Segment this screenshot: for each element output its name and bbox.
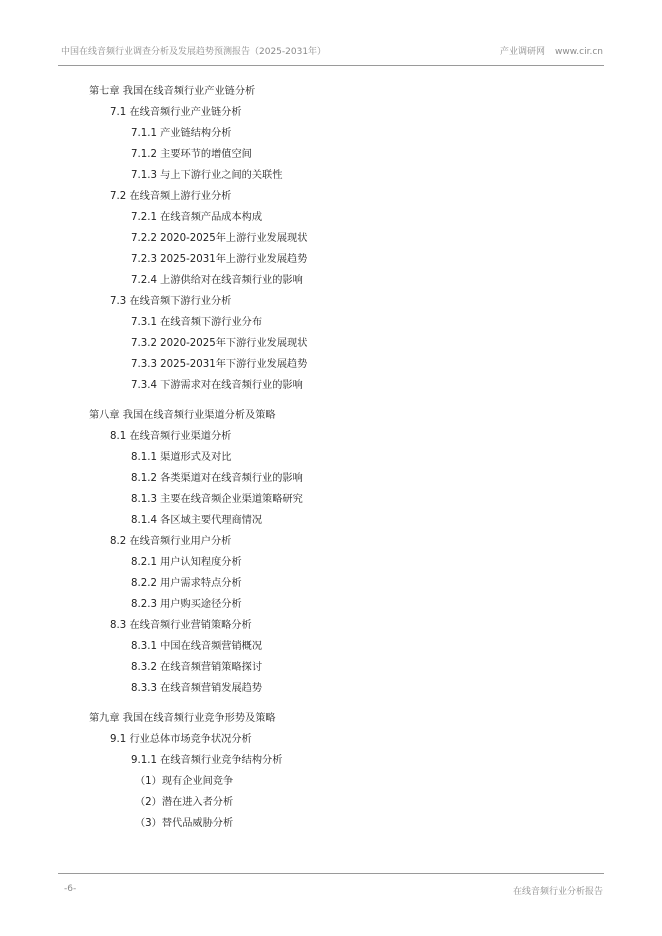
toc-section: 8.2 在线音频行业用户分析 bbox=[110, 536, 232, 547]
toc-subsection: 8.3.2 在线音频营销策略探讨 bbox=[131, 662, 263, 673]
toc-subsection: 7.1.1 产业链结构分析 bbox=[131, 128, 232, 139]
toc-subsection: 8.3.3 在线音频营销发展趋势 bbox=[131, 683, 263, 694]
toc-item: （3）替代品威胁分析 bbox=[135, 818, 234, 829]
footer-divider bbox=[58, 873, 604, 874]
toc-subsection: 7.1.2 主要环节的增值空间 bbox=[131, 149, 252, 160]
page-number: -6- bbox=[64, 884, 77, 894]
toc-item: （1）现有企业间竞争 bbox=[135, 776, 234, 787]
header-divider bbox=[58, 65, 604, 66]
toc-subsection: 8.2.1 用户认知程度分析 bbox=[131, 557, 242, 568]
toc-chapter: 第九章 我国在线音频行业竞争形势及策略 bbox=[89, 713, 276, 724]
site-url[interactable]: www.cir.cn bbox=[555, 47, 603, 57]
table-of-contents bbox=[0, 81, 662, 834]
site-name: 产业调研网 bbox=[500, 47, 546, 57]
toc-subsection: 7.1.3 与上下游行业之间的关联性 bbox=[131, 170, 283, 181]
toc-subsection: 7.3.1 在线音频下游行业分布 bbox=[131, 317, 263, 328]
toc-subsection: 7.3.2 2020-2025年下游行业发展现状 bbox=[131, 338, 308, 349]
toc-section: 9.1 行业总体市场竞争状况分析 bbox=[110, 734, 252, 745]
toc-subsection: 7.3.4 下游需求对在线音频行业的影响 bbox=[131, 380, 303, 391]
toc-chapter: 第七章 我国在线音频行业产业链分析 bbox=[89, 86, 256, 97]
toc-chapter: 第八章 我国在线音频行业渠道分析及策略 bbox=[89, 410, 276, 421]
header-title: 中国在线音频行业调查分析及发展趋势预测报告（2025-2031年） bbox=[61, 47, 327, 57]
toc-subsection: 8.1.3 主要在线音频企业渠道策略研究 bbox=[131, 494, 303, 505]
toc-subsection: 7.3.3 2025-2031年下游行业发展趋势 bbox=[131, 359, 308, 370]
toc-subsection: 9.1.1 在线音频行业竞争结构分析 bbox=[131, 755, 283, 766]
toc-subsection: 7.2.4 上游供给对在线音频行业的影响 bbox=[131, 275, 303, 286]
footer-report-name: 在线音频行业分析报告 bbox=[512, 887, 603, 897]
toc-subsection: 7.2.1 在线音频产品成本构成 bbox=[131, 212, 263, 223]
toc-subsection: 8.2.2 用户需求特点分析 bbox=[131, 578, 242, 589]
toc-subsection: 8.1.1 渠道形式及对比 bbox=[131, 452, 232, 463]
toc-section: 7.1 在线音频行业产业链分析 bbox=[110, 107, 242, 118]
header-site bbox=[500, 44, 603, 57]
toc-subsection: 8.3.1 中国在线音频营销概况 bbox=[131, 641, 263, 652]
toc-section: 8.3 在线音频行业营销策略分析 bbox=[110, 620, 252, 631]
toc-subsection: 8.2.3 用户购买途径分析 bbox=[131, 599, 242, 610]
toc-section: 8.1 在线音频行业渠道分析 bbox=[110, 431, 232, 442]
toc-section: 7.2 在线音频上游行业分析 bbox=[110, 191, 232, 202]
toc-item: （2）潜在进入者分析 bbox=[135, 797, 234, 808]
toc-section: 7.3 在线音频下游行业分析 bbox=[110, 296, 232, 307]
toc-subsection: 7.2.2 2020-2025年上游行业发展现状 bbox=[131, 233, 308, 244]
toc-subsection: 8.1.4 各区域主要代理商情况 bbox=[131, 515, 263, 526]
toc-subsection: 8.1.2 各类渠道对在线音频行业的影响 bbox=[131, 473, 303, 484]
toc-subsection: 7.2.3 2025-2031年上游行业发展趋势 bbox=[131, 254, 308, 265]
